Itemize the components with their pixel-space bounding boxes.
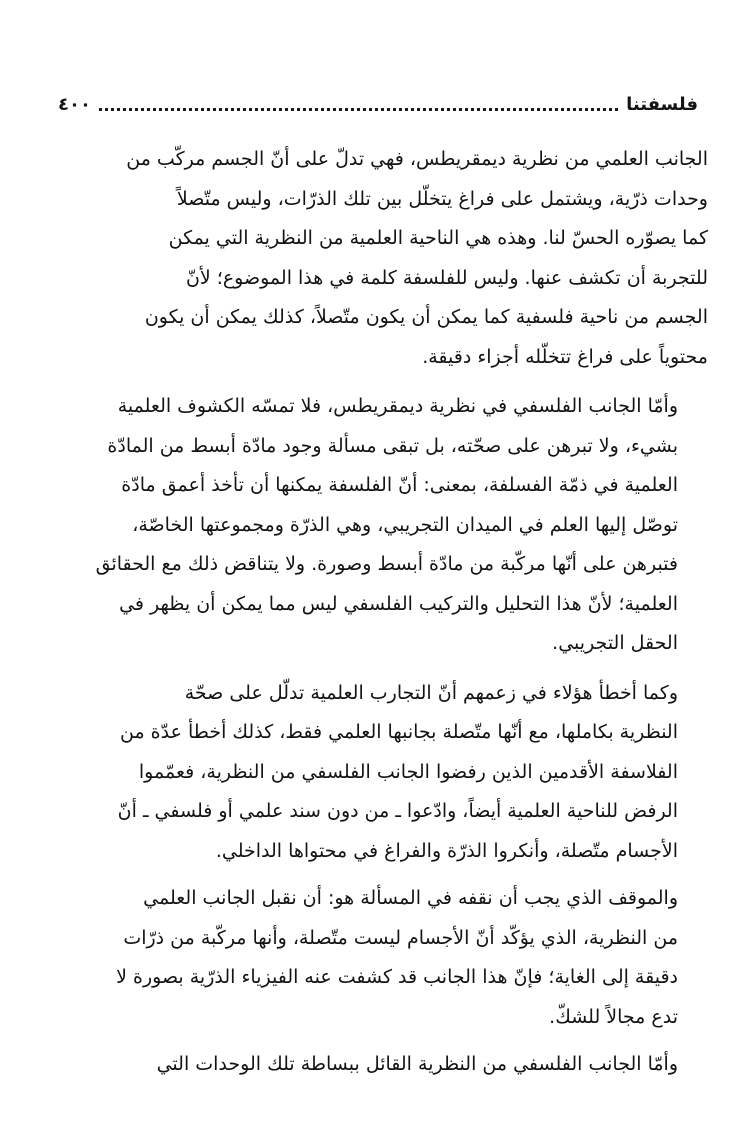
text-line: الفلاسفة الأقدمين الذين رفضوا الجانب الفلسفي من النظرية، فعمّموا	[138, 760, 678, 783]
paragraph-2	[48, 387, 708, 664]
text-line: والموقف الذي يجب أن نقفه في المسألة هو: أن نقبل الجانب العلمي	[143, 887, 678, 909]
body-text	[48, 140, 708, 1085]
text-line: كما يصوّره الحسّ لنا. وهذه هي الناحية العلمية من النظرية التي يمكن	[168, 227, 708, 249]
paragraph-5	[48, 1045, 708, 1085]
text-line: للتجربة أن تكشف عنها. وليس للفلسفة كلمة في هذا الموضوع؛ لأنّ	[185, 266, 708, 289]
text-line: الرفض للناحية العلمية أيضاً، وادّعوا ـ من دون سند علمي أو فلسفي ـ أنّ	[117, 800, 678, 822]
running-title: فلسفتنا	[626, 94, 698, 115]
text-line: وحدات ذرّية، ويشتمل على فراغ يتخلّل بين تلك الذرّات، وليس متّصلاً	[176, 187, 708, 210]
text-line: الأجسام متّصلة، وأنكروا الذرّة والفراغ في محتواها الداخلي.	[215, 839, 678, 862]
dotted-leader	[99, 108, 618, 111]
text-line: العلمية في ذمّة الفسلفة، بمعنى: أنّ الفلسفة يمكنها أن تأخذ أعمق مادّة	[121, 474, 678, 496]
paragraph-4	[48, 879, 708, 1037]
text-line: النظرية بكاملها، مع أنّها متّصلة بجانبها العلمي فقط، كذلك أخطأ عدّة من	[119, 721, 678, 743]
text-line: تدع مجالاً للشكّ.	[549, 1005, 678, 1028]
text-line: وكما أخطأ هؤلاء في زعمهم أنّ التجارب العلمية تدلّل على صحّة	[184, 681, 678, 704]
text-line: توصّل إليها العلم في الميدان التجريبي، وهي الذرّة ومجموعتها الخاصّة،	[132, 513, 678, 536]
text-line: من النظرية، الذي يؤكّد أنّ الأجسام ليست متّصلة، وأنها مركّبة من ذرّات	[123, 926, 678, 949]
text-line: وأمّا الجانب الفلسفي من النظرية القائل ببساطة تلك الوحدات التي	[156, 1053, 678, 1075]
paragraph-3	[48, 674, 708, 872]
text-line: الجانب العلمي من نظرية ديمقريطس، فهي تدلّ على أنّ الجسم مركّب من	[126, 148, 708, 170]
page-header	[58, 86, 698, 116]
text-line: دقيقة إلى الغاية؛ فإنّ هذا الجانب قد كشفت عنه الفيزياء الذرّية بصورة لا	[116, 966, 678, 988]
text-line: العلمية؛ لأنّ هذا التحليل والتركيب الفلسفي ليس مما يمكن أن يظهر في	[119, 592, 678, 615]
text-line: فتبرهن على أنّها مركّبة من مادّة أبسط وصورة. ولا يتناقض ذلك مع الحقائق	[95, 553, 678, 575]
text-line: الحقل التجريبي.	[552, 632, 678, 654]
text-line: محتوياً على فراغ تتخلّله أجزاء دقيقة.	[422, 345, 708, 368]
text-line: وأمّا الجانب الفلسفي في نظرية ديمقريطس، فلا تمسّه الكشوف العلمية	[117, 395, 678, 417]
text-line: الجسم من ناحية فلسفية كما يمكن أن يكون متّصلاً، كذلك يمكن أن يكون	[144, 306, 708, 328]
page-number: ٤٠٠	[58, 94, 91, 115]
text-line: بشيء، ولا تبرهن على صحّته، بل تبقى مسألة وجود مادّة أبسط من المادّة	[107, 434, 678, 457]
paragraph-1	[48, 140, 708, 377]
